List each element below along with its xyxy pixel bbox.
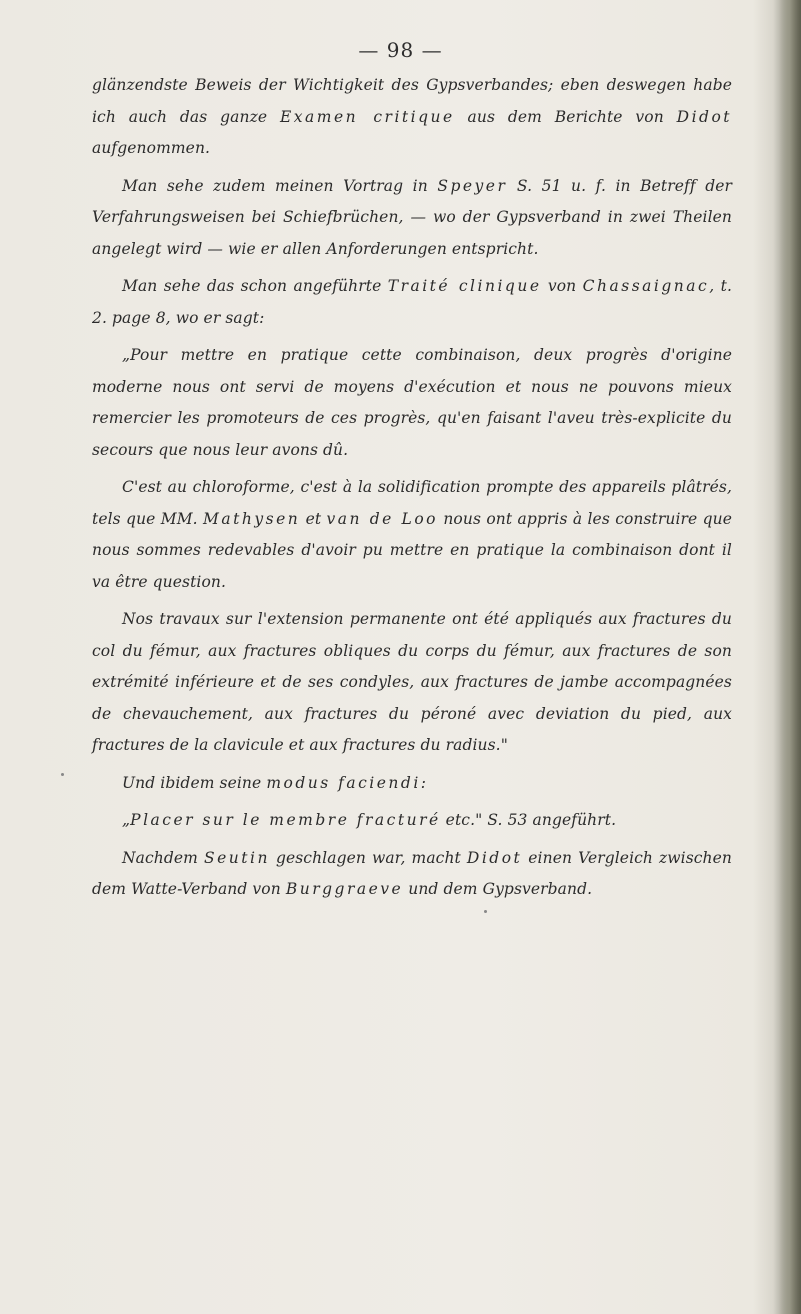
paragraph-8 xyxy=(92,805,732,837)
page-edge-shadow xyxy=(779,0,801,1314)
body-text xyxy=(92,70,732,906)
paragraph-2 xyxy=(92,171,732,266)
text-run: , t. 2. page 8, wo er sagt: xyxy=(92,277,732,327)
text-run: S. 51 u. f. in Betreff der Verfahrungsweisen bei Schiefbrüchen, — wo der Gypsverband in zwei Theilen angelegt wird — wie er allen Anforderungen entspricht. xyxy=(92,176,733,258)
ink-speck xyxy=(484,910,487,913)
text-run: aufgenommen. xyxy=(92,139,211,157)
page-number: — 98 — xyxy=(358,38,443,62)
spaced-name: Speyer xyxy=(437,176,508,195)
text-run: Nachdem xyxy=(122,848,204,867)
text-run: „Pour mettre en pratique cette combinaison, deux progrès d'origine moderne nous ont servi de moyens d'exécution et nous ne pouvons mieux remercier les promoteurs de ces progrès, qu'en faisant l'aveu très-explicite du secours que nous leur avons dû. xyxy=(92,346,732,459)
text-run: von xyxy=(541,277,583,295)
paragraph-6 xyxy=(92,604,732,762)
text-run: Und ibidem seine xyxy=(122,773,267,792)
text-run: einen Vergleich zwischen dem Watte-Verband von xyxy=(92,848,732,898)
text-run: et xyxy=(300,509,327,528)
spaced-name: Didot xyxy=(676,107,733,126)
spaced-name: Seutin xyxy=(203,848,270,867)
spaced-name: Didot xyxy=(466,848,523,867)
spaced-name: van de Loo xyxy=(326,509,439,528)
paragraph-5 xyxy=(92,472,732,598)
spaced-name: Mathysen xyxy=(203,509,301,528)
text-run: Nos travaux sur l'extension permanente ont été appliqués aux fractures du col du fémur, aux fractures obliques du corps du fémur, aux fractures de son extrémité inférieure et de ses condyles, aux fractures de jambe accompagnées de chevauchement, aux fractures du péroné avec deviation du pied, aux fractures de la clavicule et aux fractures du radius." xyxy=(92,610,732,754)
spaced-title: Traité clinique xyxy=(387,277,542,295)
text-run: glänzendste Beweis der Wichtigkeit des Gypsverbandes; eben deswegen habe ich auch das ganze xyxy=(92,76,732,126)
spaced-name: Chassaignac xyxy=(582,277,710,295)
text-run: und dem Gypsverband. xyxy=(403,880,593,898)
text-run: geschlagen war, macht xyxy=(269,848,467,867)
spaced-phrase: modus faciendi xyxy=(266,773,421,792)
text-run: etc." S. 53 angeführt. xyxy=(440,811,617,829)
paragraph-3 xyxy=(92,271,732,334)
text-run: C'est au chloroforme, c'est à la solidification prompte des appareils plâtrés, tels que MM. xyxy=(92,478,732,528)
spaced-title: Examen critique xyxy=(279,107,455,126)
text-run: nous ont appris à les construire que nous sommes redevables d'avoir pu mettre en pratique la combinaison dont il va être question. xyxy=(92,509,733,591)
text-run: Man sehe zudem meinen Vortrag in xyxy=(122,176,438,195)
paragraph-7 xyxy=(92,768,732,800)
paragraph-4 xyxy=(92,340,732,466)
paragraph-9 xyxy=(92,843,732,906)
spaced-name: Burggraeve xyxy=(285,880,404,898)
ink-speck xyxy=(61,773,64,776)
spaced-phrase: Placer sur le membre fracturé xyxy=(130,811,441,829)
text-run: Man sehe das schon angeführte xyxy=(122,277,388,295)
text-run: aus dem Berichte von xyxy=(454,107,677,126)
text-run: : xyxy=(420,773,427,792)
paragraph-1 xyxy=(92,70,732,165)
text-run: „ xyxy=(122,811,131,829)
